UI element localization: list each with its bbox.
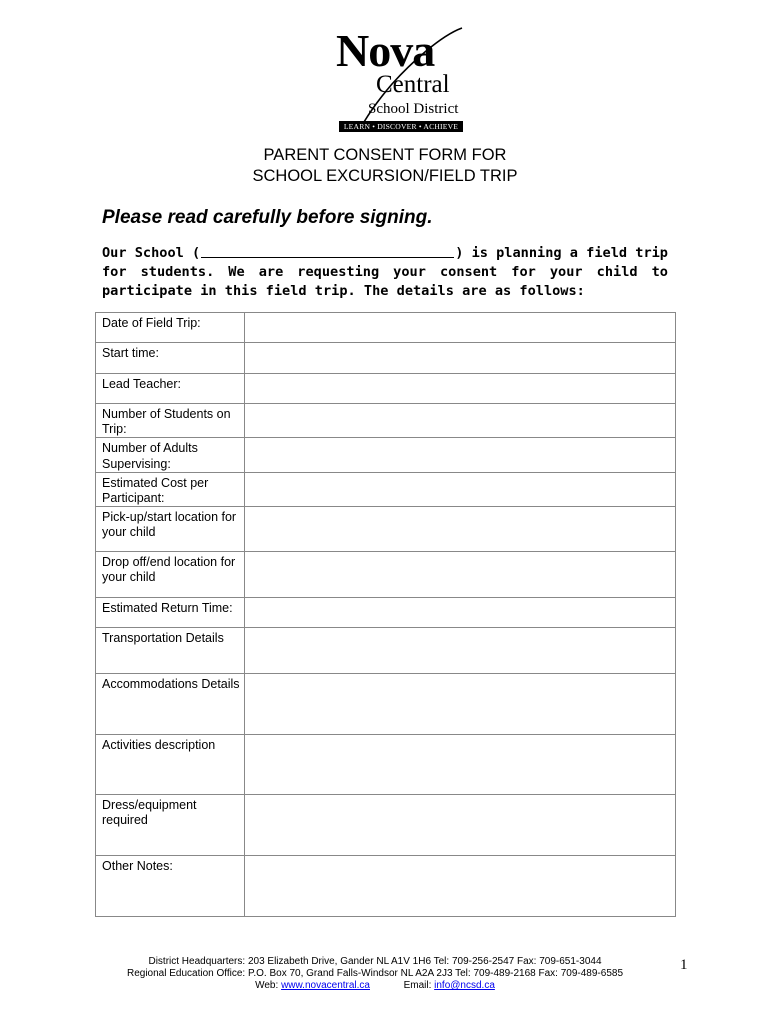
table-row — [96, 552, 676, 598]
intro-line3: participate in this field trip. The details are as follows: — [102, 283, 585, 299]
table-row — [96, 438, 676, 472]
row-label: Lead Teacher: — [96, 374, 245, 404]
row-label: Date of Field Trip: — [96, 313, 245, 343]
form-title-line2: SCHOOL EXCURSION/FIELD TRIP — [252, 167, 518, 185]
intro-word: child — [596, 264, 638, 280]
intro-word: your — [393, 264, 426, 280]
school-name-blank[interactable] — [201, 244, 454, 258]
logo-nova: Nova — [336, 25, 435, 76]
row-value-field[interactable] — [245, 856, 676, 917]
intro-word: students. — [140, 264, 215, 280]
footer-email-label: Email: — [403, 980, 432, 991]
row-value-field[interactable] — [245, 552, 676, 598]
footer-web-label: Web: — [255, 980, 279, 991]
table-row — [96, 374, 676, 404]
footer-regional-office: Regional Education Office: P.O. Box 70, Grand Falls-Windsor NL A2A 2J3 Tel: 709-489-2168 Fax: 709-489-6585 — [126, 968, 624, 979]
table-row — [96, 313, 676, 343]
row-label: Start time: — [96, 343, 245, 374]
table-row — [96, 856, 676, 917]
row-value-field[interactable] — [245, 795, 676, 856]
row-value-field[interactable] — [245, 628, 676, 674]
row-label: Drop off/end location for your child — [96, 552, 245, 598]
row-label: Activities description — [96, 735, 245, 795]
intro-word: requesting — [297, 264, 380, 280]
footer-contact — [0, 980, 760, 992]
row-value-field[interactable] — [245, 674, 676, 735]
row-value-field[interactable] — [245, 472, 676, 506]
intro-line1-start: Our School ( — [102, 245, 201, 261]
table-row — [96, 343, 676, 374]
intro-word: are — [258, 264, 284, 280]
intro-word: for — [102, 264, 127, 280]
intro-line1-end: ) is planning a field trip — [455, 245, 668, 261]
row-value-field[interactable] — [245, 343, 676, 374]
footer-email-link[interactable]: info@ncsd.ca — [434, 980, 495, 991]
row-value-field[interactable] — [245, 438, 676, 472]
row-label: Pick-up/start location for your child — [96, 507, 245, 552]
table-row — [96, 795, 676, 856]
row-value-field[interactable] — [245, 735, 676, 795]
logo-tagline: LEARN • DISCOVER • ACHIEVE — [339, 121, 463, 132]
table-row — [96, 628, 676, 674]
intro-line1 — [102, 244, 668, 263]
table-row — [96, 404, 676, 438]
row-value-field[interactable] — [245, 598, 676, 628]
page-number: 1 — [680, 957, 688, 973]
intro-word: to — [651, 264, 668, 280]
district-logo — [330, 24, 470, 136]
form-title-line1: PARENT CONSENT FORM FOR — [263, 146, 507, 164]
row-label: Transportation Details — [96, 628, 245, 674]
table-row — [96, 674, 676, 735]
intro-line2 — [102, 263, 668, 282]
row-label: Accommodations Details — [96, 674, 245, 735]
row-value-field[interactable] — [245, 404, 676, 438]
intro-word: for — [511, 264, 536, 280]
table-row — [96, 735, 676, 795]
intro-word: We — [228, 264, 245, 280]
footer-headquarters: District Headquarters: 203 Elizabeth Drive, Gander NL A1V 1H6 Tel: 709-256-2547 Fax: 709-651-3044 — [148, 956, 602, 967]
logo-central: Central — [376, 71, 450, 98]
intro-word: consent — [439, 264, 498, 280]
row-label: Number of Students on Trip: — [96, 404, 245, 438]
table-row — [96, 598, 676, 628]
table-row — [96, 472, 676, 506]
row-label: Other Notes: — [96, 856, 245, 917]
table-row — [96, 507, 676, 552]
footer-web-link[interactable]: www.novacentral.ca — [281, 980, 370, 991]
logo-school-district: School District — [368, 101, 459, 117]
row-value-field[interactable] — [245, 313, 676, 343]
trip-details-table — [95, 312, 676, 917]
row-label: Estimated Return Time: — [96, 598, 245, 628]
instruction-heading: Please read carefully before signing. — [102, 207, 433, 228]
row-label: Number of Adults Supervising: — [96, 438, 245, 472]
row-label: Estimated Cost per Participant: — [96, 472, 245, 506]
intro-word: your — [549, 264, 583, 280]
row-label: Dress/equipment required — [96, 795, 245, 856]
row-value-field[interactable] — [245, 507, 676, 552]
row-value-field[interactable] — [245, 374, 676, 404]
